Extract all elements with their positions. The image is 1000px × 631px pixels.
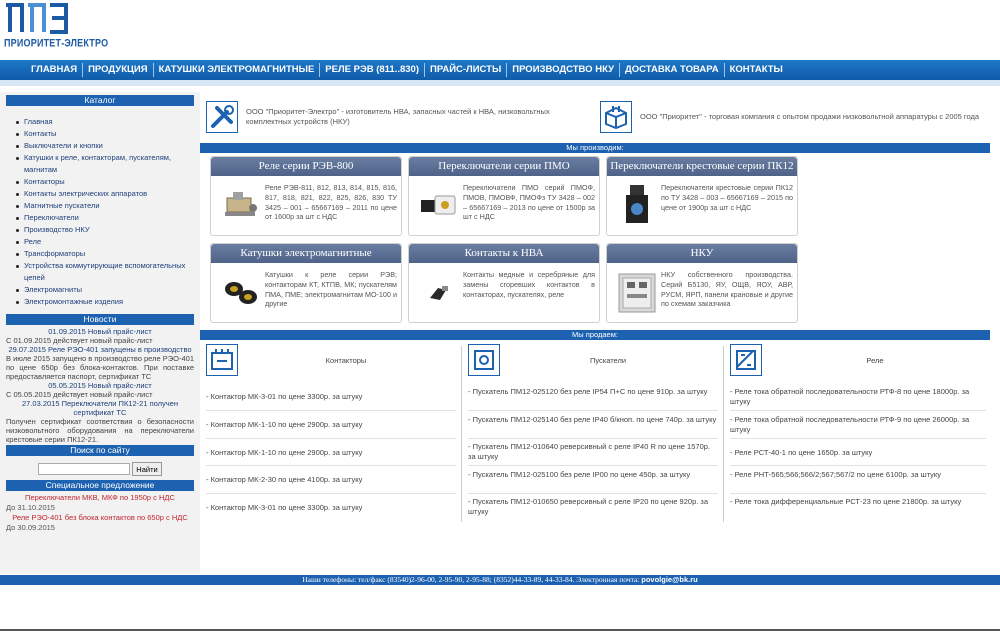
product-card-title[interactable]: Переключатели серии ПМО bbox=[409, 157, 599, 176]
product-card-text: НКУ собственного производства. Серий Б5130, ЯУ, ОЩВ, ЯОУ, АВР, РУСМ, ЯРП, панели крановые и другие по схемам заказчика bbox=[661, 270, 793, 309]
product-card-text: Переключатели крестовые серии ПК12 по ТУ 3428 – 003 – 65667169 – 2015 по цене от 1900р за шт с НДС bbox=[661, 183, 793, 212]
news-headline[interactable]: 05.05.2015 Новый прайс-лист bbox=[48, 381, 152, 390]
intro-trading bbox=[600, 99, 988, 135]
sell-item[interactable]: - Реле РСТ-40-1 по цене 1650р. за штуку bbox=[730, 448, 873, 457]
nav-strip bbox=[0, 80, 1000, 86]
sell-item[interactable]: - Контактор МК-3-01 по цене 3300р. за штуку bbox=[206, 392, 363, 401]
news-headline[interactable]: 29.07.2015 Реле РЭО-401 запущены в производство bbox=[8, 345, 192, 354]
sell-item[interactable]: - Реле тока обратной последовательности РТФ-9 по цене 26000р. за штуку bbox=[730, 415, 970, 434]
row-divider bbox=[468, 410, 718, 411]
catalog-item[interactable]: Электромонтажные изделия bbox=[24, 296, 192, 308]
nav-contacts[interactable]: КОНТАКТЫ bbox=[729, 64, 783, 75]
catalog-item[interactable]: Выключатели и кнопки bbox=[24, 140, 192, 152]
catalog-item[interactable]: Электромагниты bbox=[24, 284, 192, 296]
package-icon bbox=[600, 101, 632, 133]
search-input[interactable] bbox=[38, 463, 130, 475]
search-button[interactable]: Найти bbox=[132, 462, 161, 476]
logo-text: ПРИОРИТЕТ-ЭЛЕКТРО bbox=[4, 37, 109, 49]
contactor-icon bbox=[206, 344, 238, 376]
main-nav bbox=[0, 60, 1000, 80]
catalog-item[interactable]: Контакты bbox=[24, 128, 192, 140]
sell-item[interactable]: - Реле тока обратной последовательности РТФ-8 по цене 18000р. за штуку bbox=[730, 387, 970, 406]
relay-small-icon bbox=[730, 344, 762, 376]
nav-home[interactable]: ГЛАВНАЯ bbox=[26, 63, 83, 77]
column-divider bbox=[461, 346, 462, 522]
news-title: Новости bbox=[6, 314, 194, 325]
nav-delivery[interactable]: ДОСТАВКА ТОВАРА bbox=[620, 63, 725, 77]
footer-contacts bbox=[0, 575, 1000, 585]
row-divider bbox=[206, 410, 456, 411]
coil-icon bbox=[221, 270, 261, 314]
relay-icon bbox=[221, 183, 261, 227]
special-offer-link[interactable]: Переключатели МКВ, МКФ по 1950р с НДС bbox=[25, 493, 175, 502]
footer-email-link[interactable]: povolgie@bk.ru bbox=[641, 575, 698, 584]
contact-icon bbox=[419, 270, 459, 314]
news-text: С 01.09.2015 действует новый прайс-лист bbox=[6, 336, 153, 345]
special-offer-link[interactable]: Реле РЭО-401 без блока контактов по 650р с НДС bbox=[12, 513, 188, 522]
logo-mark-icon bbox=[4, 2, 70, 35]
news-headline[interactable]: 27.03.2015 Переключатели ПК12-21 получен сертификат ТС bbox=[21, 399, 178, 417]
sell-column-relays bbox=[730, 344, 988, 376]
nav-nku[interactable]: ПРОИЗВОДСТВО НКУ bbox=[507, 63, 620, 77]
row-divider bbox=[730, 410, 986, 411]
footer-phones: Наши телефоны: тел/факс (83540)2-96-00, 2-95-90, 2-95-88; (8352)44-33-89, 44-33-84. Электронная почта: bbox=[302, 575, 642, 584]
sell-item[interactable]: - Реле РНТ-565;566;566/2;567;567/2 по цене 6100р. за штуку bbox=[730, 470, 942, 479]
product-card-pk12[interactable] bbox=[606, 156, 798, 236]
sell-title: Мы продаем: bbox=[200, 330, 990, 340]
search-form bbox=[0, 456, 200, 480]
catalog-item[interactable]: Устройства коммутирующие вспомогательных цепей bbox=[24, 260, 192, 284]
nav-coils[interactable]: КАТУШКИ ЭЛЕКТРОМАГНИТНЫЕ bbox=[154, 63, 321, 77]
product-card-contacts[interactable] bbox=[408, 243, 600, 323]
catalog-item[interactable]: Производство НКУ bbox=[24, 224, 192, 236]
sell-item[interactable]: - Реле тока дифференциальные РСТ-23 по цене 21800р. за штуку bbox=[730, 497, 962, 506]
news-headline[interactable]: 01.09.2015 Новый прайс-лист bbox=[48, 327, 152, 336]
catalog-item[interactable]: Главная bbox=[24, 116, 192, 128]
cabinet-icon bbox=[617, 270, 657, 314]
product-card-text: Катушки к реле серии РЭВ; контакторам КТ, КТПВ, МК; пускателям ПМА, ПМЕ; электромагнитам МО-100 и другие bbox=[265, 270, 397, 309]
product-card-pmo[interactable] bbox=[408, 156, 600, 236]
column-divider bbox=[723, 346, 724, 522]
catalog-item[interactable]: Трансформаторы bbox=[24, 248, 192, 260]
sell-column-title[interactable]: Пускатели bbox=[589, 355, 627, 365]
intro-manufacturer bbox=[206, 99, 586, 135]
row-divider bbox=[468, 438, 718, 439]
sell-item[interactable]: - Контактор МК-1-10 по цене 2900р. за штуку bbox=[206, 448, 363, 457]
sell-item[interactable]: - Пускатель ПМ12-025100 без реле IP00 по цене 450р. за штуку bbox=[468, 470, 691, 479]
row-divider bbox=[206, 465, 456, 466]
sell-item[interactable]: - Пускатель ПМ12-010640 реверсивный с реле IP40 R по цене 1570р. за штуку bbox=[468, 442, 710, 461]
sell-item[interactable]: - Контактор МК-1-10 по цене 2900р. за штуку bbox=[206, 420, 363, 429]
row-divider bbox=[730, 465, 986, 466]
special-title: Специальное предложение bbox=[6, 480, 194, 491]
sell-item[interactable]: - Контактор МК-3-01 по цене 3300р. за штуку bbox=[206, 503, 363, 512]
product-card-rev800[interactable] bbox=[210, 156, 402, 236]
row-divider bbox=[468, 465, 718, 466]
news-list bbox=[0, 325, 200, 444]
intro-manufacturer-text: ООО "Приоритет-Электро" - изготовитель НВА, запасных частей к НВА, низковольтных комплектных устройств (НКУ) bbox=[246, 107, 550, 126]
product-card-title[interactable]: Реле серии РЭВ-800 bbox=[211, 157, 401, 176]
product-card-title[interactable]: НКУ bbox=[607, 244, 797, 263]
cross-switch-icon bbox=[617, 183, 657, 227]
product-card-title[interactable]: Переключатели крестовые серии ПК12 bbox=[607, 157, 797, 176]
special-offer-until: До 31.10.2015 bbox=[6, 503, 55, 512]
product-card-text: Контакты медные и серебряные для замены сгоревших контактов в контакторах, пускателях, реле bbox=[463, 270, 595, 299]
catalog-list bbox=[0, 106, 200, 308]
sidebar bbox=[0, 92, 200, 574]
product-card-nku[interactable] bbox=[606, 243, 798, 323]
product-card-text: Переключатели ПМО серий ПМОФ, ПМОВ, ПМОВФ, ПМОФз ТУ 3428 – 002 – 65667169 – 2013 по цене от 1500р за шт с НДС bbox=[463, 183, 595, 222]
sell-item[interactable]: - Пускатель ПМ12-025120 без реле IP54 П+С по цене 910р. за штуку bbox=[468, 387, 708, 396]
news-text: В июле 2015 запущено в производство реле РЭО-401 по цене 650р без блока-контактов. При поставке предоставляется паспорт, сертификат ТС bbox=[6, 354, 194, 381]
catalog-item[interactable]: Контакторы bbox=[24, 176, 192, 188]
search-title: Поиск по сайту bbox=[6, 445, 194, 456]
product-card-text: Реле РЭВ-811, 812, 813, 814, 815, 816, 817, 818, 821, 822, 825, 826, 830 ТУ 3425 – 001 – 65667169 – 2011 по цене от 1600р за шт с НДС bbox=[265, 183, 397, 222]
news-text: С 05.05.2015 действует новый прайс-лист bbox=[6, 390, 153, 399]
nav-products[interactable]: ПРОДУКЦИЯ bbox=[83, 63, 154, 77]
row-divider bbox=[730, 493, 986, 494]
catalog-item[interactable]: Магнитные пускатели bbox=[24, 200, 192, 212]
nav-relays[interactable]: РЕЛЕ РЭВ (811..830) bbox=[320, 63, 425, 77]
site-logo[interactable] bbox=[4, 2, 109, 57]
product-card-title[interactable]: Катушки электромагнитные bbox=[211, 244, 401, 263]
sell-column-title[interactable]: Реле bbox=[866, 355, 884, 365]
row-divider bbox=[730, 438, 986, 439]
sell-item[interactable]: - Пускатель ПМ12-025140 без реле IP40 б/кноп. по цене 740р. за штуку bbox=[468, 415, 717, 424]
row-divider bbox=[206, 438, 456, 439]
sell-column-title[interactable]: Контакторы bbox=[325, 355, 367, 365]
sell-column-starters bbox=[468, 344, 716, 376]
catalog-item[interactable]: Реле bbox=[24, 236, 192, 248]
special-offer-until: До 30.09.2015 bbox=[6, 523, 55, 532]
catalog-item[interactable]: Катушки к реле, контакторам, пускателям, магнитам bbox=[24, 152, 192, 176]
special-offers bbox=[0, 491, 200, 535]
switch-icon bbox=[419, 183, 459, 227]
tools-icon bbox=[206, 101, 238, 133]
nav-price-lists[interactable]: ПРАЙС-ЛИСТЫ bbox=[425, 63, 507, 77]
product-card-coils[interactable] bbox=[210, 243, 402, 323]
produce-title: Мы производим: bbox=[200, 143, 990, 153]
catalog-item[interactable]: Контакты электрических аппаратов bbox=[24, 188, 192, 200]
row-divider bbox=[206, 493, 456, 494]
catalog-item[interactable]: Переключатели bbox=[24, 212, 192, 224]
product-card-title[interactable]: Контакты к НВА bbox=[409, 244, 599, 263]
row-divider bbox=[468, 493, 718, 494]
sell-item[interactable]: - Контактор МК-2-30 по цене 4100р. за штуку bbox=[206, 475, 363, 484]
news-text: Получен сертификат соответствия о безопасности низковольтного оборудования на переключатели крестовые серии ПК12-21. bbox=[6, 417, 194, 444]
sell-column-contactors bbox=[206, 344, 454, 376]
catalog-title: Каталог bbox=[6, 95, 194, 106]
sell-item[interactable]: - Пускатель ПМ12-010650 реверсивный с реле IP20 по цене 920р. за штуку bbox=[468, 497, 709, 516]
intro-trading-text: ООО "Приоритет" - торговая компания с опытом продажи низковольтной аппаратуры с 2005 года bbox=[640, 112, 980, 121]
starter-icon bbox=[468, 344, 500, 376]
